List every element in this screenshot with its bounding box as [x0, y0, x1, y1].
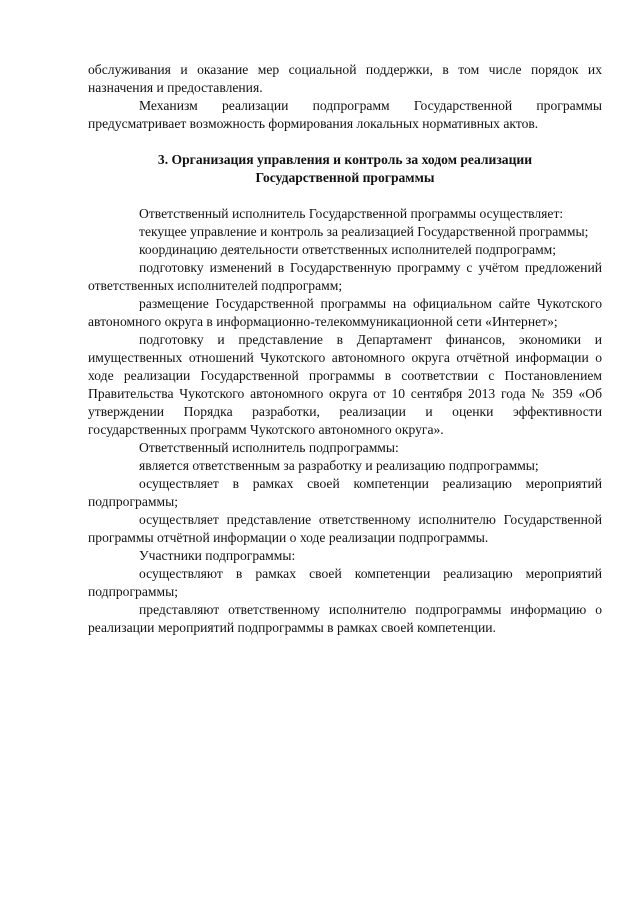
paragraph-intro-2: Механизм реализации подпрограмм Государственной программы предусматривает возможность формирования локальных нормативных актов.: [88, 98, 602, 131]
section-heading-line-1: 3. Организация управления и контроль за ходом реализации: [157, 152, 533, 167]
section-heading-line-2: Государственной программы: [255, 170, 435, 185]
paragraph-body-10: осуществляет представление ответственному исполнителю Государственной программы отчётной информации о ходе реализации подпрограммы.: [88, 512, 602, 545]
paragraph-body-2: текущее управление и контроль за реализацией Государственной программы;: [139, 224, 589, 239]
paragraph-body-6: подготовку и представление в Департамент финансов, экономики и имущественных отношений Чукотского автономного округа отчётной информации о ходе реализации Государственной программы в соответствии с Постановлением Правительства Чукотского автономного округа от 10 сентября 2013 года № 359 «Об утверждении Порядка разработки, реализации и оценки эффективности государственных программ Чукотского автономного округа».: [88, 332, 602, 437]
paragraph-body-12: осуществляют в рамках своей компетенции реализацию мероприятий подпрограммы;: [88, 566, 602, 599]
paragraph-body-13: представляют ответственному исполнителю подпрограммы информацию о реализации мероприятий подпрограммы в рамках своей компетенции.: [88, 602, 602, 635]
document-page: [88, 61, 602, 637]
paragraph-body-9: осуществляет в рамках своей компетенции реализацию мероприятий подпрограммы;: [88, 476, 602, 509]
paragraph-body-5: размещение Государственной программы на официальном сайте Чукотского автономного округа в информационно-телекоммуникационной сети «Интернет»;: [88, 296, 602, 329]
section-heading: [88, 151, 602, 187]
paragraph-body-7: Ответственный исполнитель подпрограммы:: [139, 440, 399, 455]
paragraph-body-8: является ответственным за разработку и реализацию подпрограммы;: [139, 458, 539, 473]
paragraph-body-3: координацию деятельности ответственных исполнителей подпрограмм;: [139, 242, 557, 257]
paragraph-body-4: подготовку изменений в Государственную программу с учётом предложений ответственных исполнителей подпрограмм;: [88, 260, 602, 293]
paragraph-body-11: Участники подпрограммы:: [139, 548, 296, 563]
paragraph-body-1: Ответственный исполнитель Государственной программы осуществляет:: [139, 206, 564, 221]
paragraph-intro-1: обслуживания и оказание мер социальной поддержки, в том числе порядок их назначения и предоставления.: [88, 62, 602, 95]
